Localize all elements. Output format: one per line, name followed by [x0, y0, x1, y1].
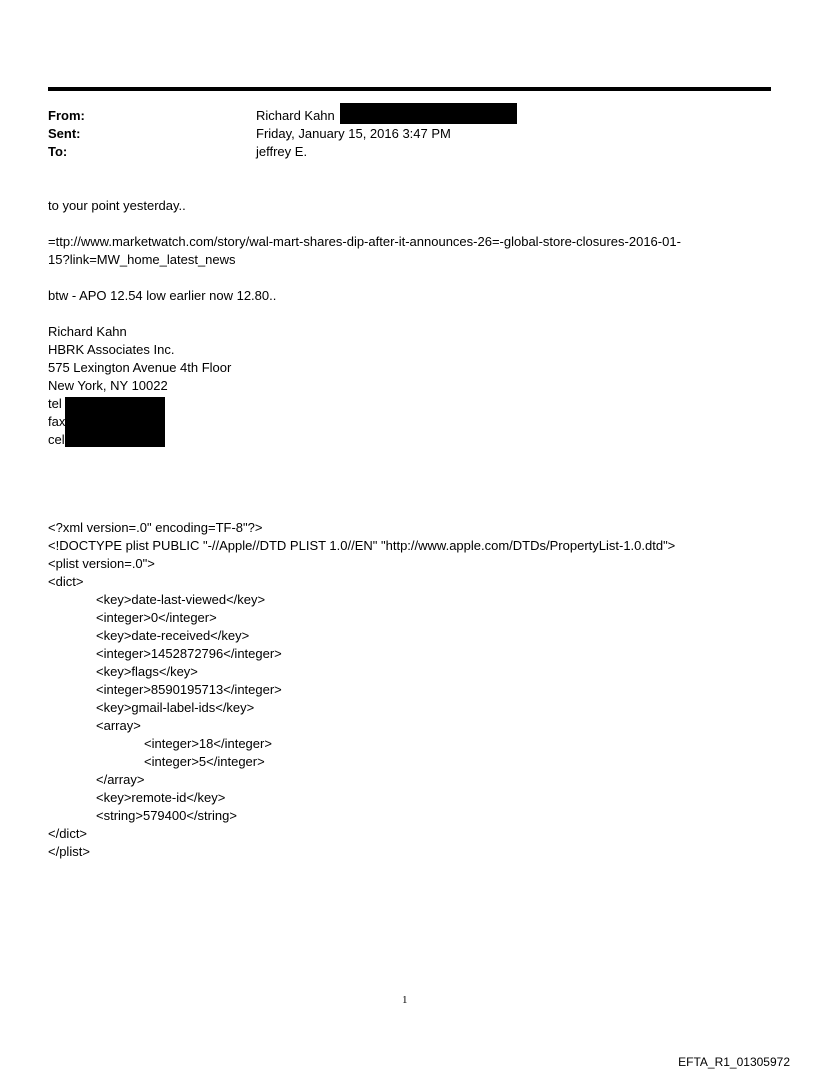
signature-address-1: 575 Lexington Avenue 4th Floor: [48, 360, 232, 375]
to-value: jeffrey E.: [256, 144, 308, 159]
body-url-line-2: 15?link=MW_home_latest_news: [48, 252, 236, 267]
signature-company: HBRK Associates Inc.: [48, 342, 175, 357]
body-line: to your point yesterday..: [48, 198, 186, 213]
page-number: 1: [402, 994, 408, 1006]
from-value: Richard Kahn: [256, 108, 335, 123]
sent-value: Friday, January 15, 2016 3:47 PM: [256, 126, 451, 141]
xml-line: <integer>18</integer>: [144, 736, 272, 751]
xml-line: <key>date-last-viewed</key>: [96, 592, 266, 607]
xml-line: <string>579400</string>: [96, 808, 237, 823]
xml-line: <?xml version=.0" encoding=TF-8"?>: [48, 520, 263, 535]
xml-line: </plist>: [48, 844, 90, 859]
xml-line: </dict>: [48, 826, 88, 841]
xml-line: <key>remote-id</key>: [96, 790, 226, 805]
signature-fax-label: fax: [48, 414, 66, 429]
redaction-block: [340, 103, 517, 124]
signature-tel-label: tel: [48, 396, 62, 411]
signature-cel-label: cel: [48, 432, 65, 447]
body-line: btw - APO 12.54 low earlier now 12.80..: [48, 288, 277, 303]
xml-line: <dict>: [48, 574, 84, 589]
to-label: To:: [48, 144, 68, 159]
xml-line: <integer>1452872796</integer>: [96, 646, 282, 661]
xml-line: <array>: [96, 718, 141, 733]
xml-line: <integer>5</integer>: [144, 754, 265, 769]
signature-name: Richard Kahn: [48, 324, 127, 339]
xml-line: </array>: [96, 772, 145, 787]
signature-address-2: New York, NY 10022: [48, 378, 168, 393]
body-url-line-1: =ttp://www.marketwatch.com/story/wal-mart-shares-dip-after-it-announces-26=-global-store-closures-2016-01-: [48, 234, 681, 249]
header-rule: [48, 87, 771, 91]
xml-line: <integer>8590195713</integer>: [96, 682, 282, 697]
xml-line: <integer>0</integer>: [96, 610, 217, 625]
xml-line: <plist version=.0">: [48, 556, 155, 571]
redaction-block: [65, 397, 165, 447]
sent-label: Sent:: [48, 126, 81, 141]
xml-line: <key>date-received</key>: [96, 628, 250, 643]
xml-line: <!DOCTYPE plist PUBLIC "-//Apple//DTD PLIST 1.0//EN" "http://www.apple.com/DTDs/PropertyList-1.0.dtd">: [48, 538, 676, 553]
from-label: From:: [48, 108, 85, 123]
xml-line: <key>gmail-label-ids</key>: [96, 700, 255, 715]
xml-line: <key>flags</key>: [96, 664, 198, 679]
document-id: EFTA_R1_01305972: [678, 1055, 790, 1069]
